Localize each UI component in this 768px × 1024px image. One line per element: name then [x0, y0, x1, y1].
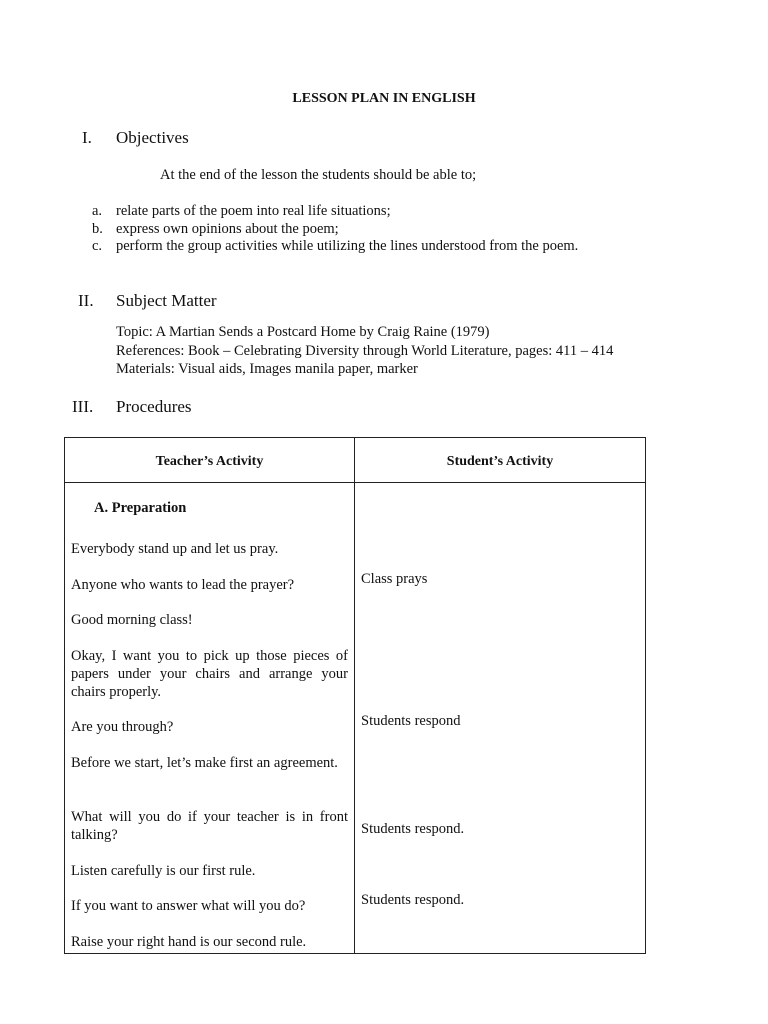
- subject-references: References: Book – Celebrating Diversity through World Literature, pages: 411 – 414: [116, 343, 614, 359]
- student-activity-cell: [355, 483, 646, 954]
- teacher-line: Anyone who wants to lead the prayer?: [71, 577, 295, 593]
- teacher-line: Everybody stand up and let us pray.: [71, 541, 279, 557]
- document-title: LESSON PLAN IN ENGLISH: [292, 91, 476, 106]
- subject-topic: Topic: A Martian Sends a Postcard Home by Craig Raine (1979): [116, 324, 490, 340]
- student-line: Students respond.: [361, 821, 465, 837]
- section-heading-subject-matter: Subject Matter: [116, 291, 217, 310]
- student-line: Students respond: [361, 713, 461, 729]
- teacher-line: Okay, I want you to pick up those pieces of papers under your chairs and arrange your chairs properly.: [71, 648, 348, 700]
- teacher-line: Before we start, let’s make first an agreement.: [71, 755, 338, 771]
- section-number-subject-matter: II.: [78, 291, 94, 310]
- objective-text: express own opinions about the poem;: [116, 221, 339, 237]
- objective-label: a.: [92, 203, 103, 219]
- objective-label: c.: [92, 238, 103, 254]
- teacher-line: Good morning class!: [71, 612, 193, 628]
- section-heading-procedures: Procedures: [116, 397, 192, 416]
- preparation-subheading: A. Preparation: [94, 500, 187, 516]
- student-line: Students respond.: [361, 892, 465, 908]
- objective-text: perform the group activities while utilizing the lines understood from the poem.: [116, 238, 579, 254]
- student-line: Class prays: [361, 571, 428, 587]
- student-activity-header: Student’s Activity: [355, 438, 646, 483]
- teacher-line: Listen carefully is our first rule.: [71, 863, 256, 879]
- objective-label: b.: [92, 221, 103, 237]
- teacher-line: If you want to answer what will you do?: [71, 898, 306, 914]
- section-number-procedures: III.: [72, 397, 94, 416]
- teacher-line: Are you through?: [71, 719, 174, 735]
- teacher-activity-cell: [65, 483, 355, 954]
- teacher-activity-header: Teacher’s Activity: [65, 438, 355, 483]
- table-row: [65, 483, 646, 954]
- teacher-line: What will you do if your teacher is in front talking?: [71, 809, 348, 843]
- table-header-row: [65, 438, 646, 483]
- objectives-intro: At the end of the lesson the students should be able to;: [160, 167, 477, 183]
- subject-materials: Materials: Visual aids, Images manila paper, marker: [116, 361, 418, 377]
- section-heading-objectives: Objectives: [116, 128, 189, 147]
- objective-text: relate parts of the poem into real life situations;: [116, 203, 391, 219]
- procedures-table: [64, 437, 646, 954]
- section-number-objectives: I.: [82, 128, 92, 147]
- teacher-line: Raise your right hand is our second rule.: [71, 934, 307, 950]
